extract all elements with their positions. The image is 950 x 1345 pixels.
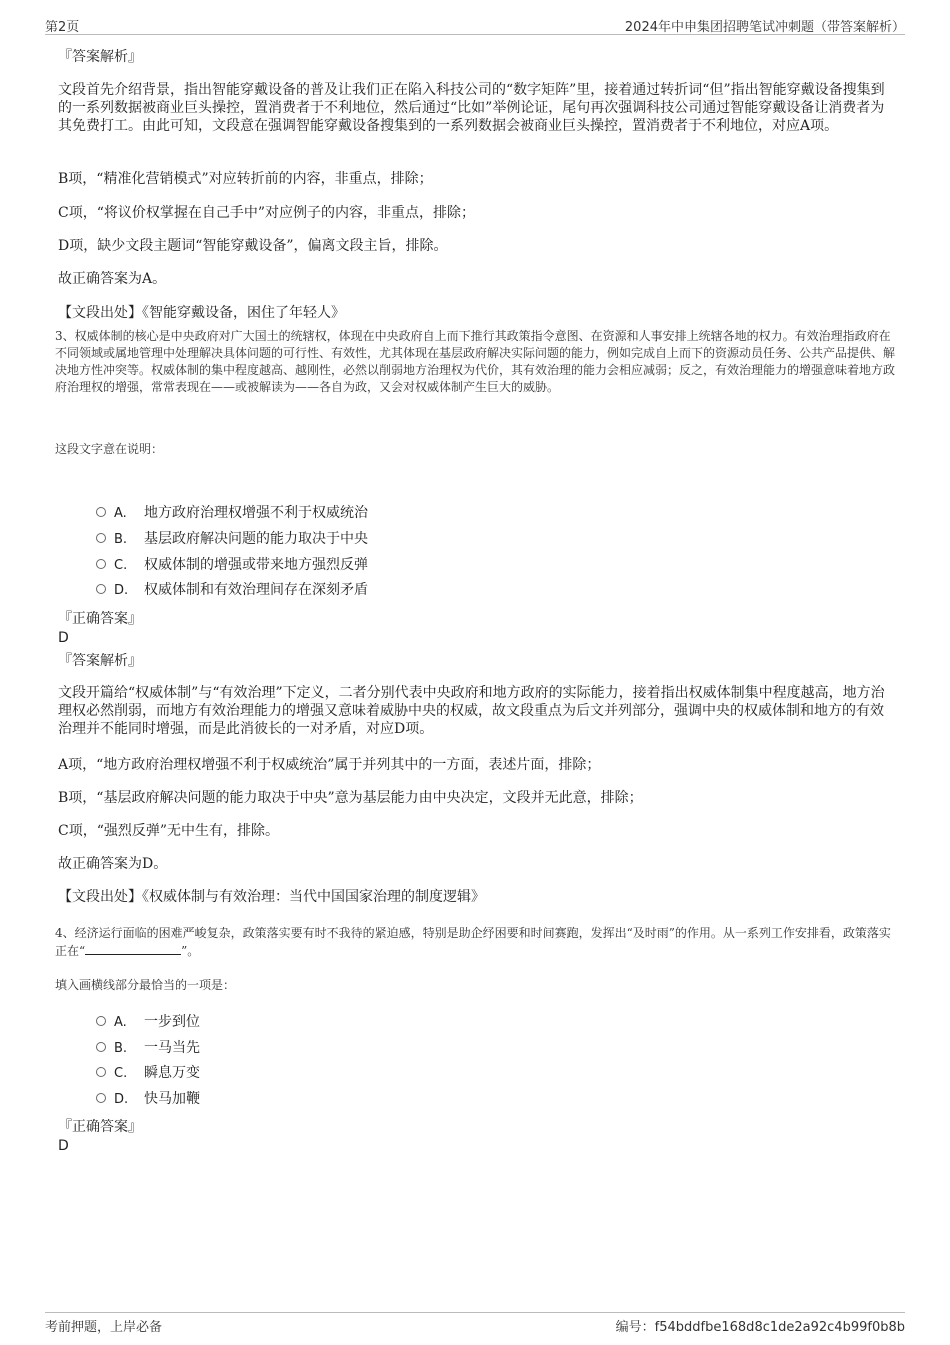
question-3-option-d[interactable]: D. 权威体制和有效治理间存在深刻矛盾 — [96, 580, 368, 600]
footer-slogan: 考前押题，上岸必备 — [45, 1320, 163, 1335]
question-4-prompt: 填入画横线部分最恰当的一项是： — [55, 978, 236, 992]
page-header — [45, 14, 905, 35]
answer-label: 『正确答案』 — [58, 611, 142, 627]
analysis-label: 『答案解析』 — [58, 653, 142, 669]
radio-icon[interactable] — [96, 584, 106, 594]
question-4-option-b[interactable]: B. 一马当先 — [96, 1038, 200, 1058]
radio-icon[interactable] — [96, 1042, 106, 1052]
question-4-option-a[interactable]: A. 一步到位 — [96, 1012, 200, 1032]
analysis-conclusion: 故正确答案为A。 — [58, 271, 167, 287]
radio-icon[interactable] — [96, 1093, 106, 1103]
document-id: 编号：f54bddfbe168d8c1de2a92c4b99f0b8b — [615, 1320, 905, 1335]
analysis-item-b: B项，“精准化营销模式”对应转折前的内容，非重点，排除； — [58, 171, 433, 187]
analysis-item-b: B项，“基层政府解决问题的能力取决于中央”意为基层能力由中央决定，文段并无此意，排除； — [58, 790, 643, 806]
analysis-text: 文段首先介绍背景，指出智能穿戴设备的普及让我们正在陷入科技公司的“数字矩阵”里，接着通过转折词“但”指出智能穿戴设备搜集到的一系列数据被商业巨头操控，置消费者于不利地位，然后通过“比如”举例论证，尾句再次强调科技公司通过智能穿戴设备让消费者为其免费打工。由此可知，文段意在强调智能穿戴设备搜集到的一系列数据会被商业巨头操控，置消费者于不利地位，对应A项。 — [58, 82, 885, 134]
analysis-item-c: C项，“将议价权掌握在自己手中”对应例子的内容，非重点，排除； — [58, 205, 476, 221]
radio-icon[interactable] — [96, 1016, 106, 1026]
page-number: 第2页 — [45, 20, 80, 35]
question-4-option-d[interactable]: D. 快马加鞭 — [96, 1089, 200, 1109]
analysis-item-a: A项，“地方政府治理权增强不利于权威统治”属于并列其中的一方面，表述片面，排除； — [58, 757, 601, 773]
radio-icon[interactable] — [96, 559, 106, 569]
correct-answer: D — [58, 630, 69, 646]
question-3-prompt: 这段文字意在说明： — [55, 442, 164, 456]
radio-icon[interactable] — [96, 507, 106, 517]
analysis-text: 文段开篇给“权威体制”与“有效治理”下定义，二者分别代表中央政府和地方政府的实际能力，接着指出权威体制集中程度越高，地方治理权必然削弱，而地方有效治理能力的增强又意味着威胁中央的权威，故文段重点为后文并列部分，强调中央的权威体制和地方的有效治理并不能同时增强，而是此消彼长的一对矛盾，对应D项。 — [58, 685, 885, 737]
radio-icon[interactable] — [96, 1067, 106, 1077]
fill-blank-line — [85, 942, 181, 955]
passage-source: 【文段出处】《智能穿戴设备，困住了年轻人》 — [58, 305, 345, 321]
passage-source: 【文段出处】《权威体制与有效治理：当代中国国家治理的制度逻辑》 — [58, 889, 485, 905]
analysis-label: 『答案解析』 — [58, 49, 142, 65]
answer-label: 『正确答案』 — [58, 1119, 142, 1135]
analysis-conclusion: 故正确答案为D。 — [58, 856, 168, 872]
radio-icon[interactable] — [96, 533, 106, 543]
correct-answer: D — [58, 1138, 69, 1154]
question-3-option-a[interactable]: A. 地方政府治理权增强不利于权威统治 — [96, 503, 368, 523]
analysis-item-d: D项，缺少文段主题词“智能穿戴设备”，偏离文段主旨，排除。 — [58, 238, 448, 254]
document-title: 2024年中申集团招聘笔试冲刺题（带答案解析） — [624, 20, 905, 35]
analysis-item-c: C项，“强烈反弹”无中生有，排除。 — [58, 823, 280, 839]
question-3-option-c[interactable]: C. 权威体制的增强或带来地方强烈反弹 — [96, 555, 368, 575]
question-4-option-c[interactable]: C. 瞬息万变 — [96, 1063, 200, 1083]
page-footer — [45, 1312, 905, 1335]
question-4-stem: 4、经济运行面临的困难严峻复杂，政策落实要有时不我待的紧迫感，特别是助企纾困要和时间赛跑，发挥出“及时雨”的作用。从一系列工作安排看，政策落实正在“ ”。 — [55, 926, 891, 958]
question-3-stem: 3、权威体制的核心是中央政府对广大国土的统辖权，体现在中央政府自上而下推行其政策指令意图、在资源和人事安排上统辖各地的权力。有效治理指政府在不同领域或属地管理中处理解决具体问题的可行性、有效性，尤其体现在基层政府解决实际问题的能力，例如完成自上而下的资源动员任务、公共产品提供、解决地方性冲突等。权威体制的集中程度越高、越刚性，必然以削弱地方治理权为代价，其有效治理的能力会相应减弱；反之，有效治理能力的增强意味着地方政府治理权的增强，常常表现在——或被解读为——各自为政，又会对权威体制产生巨大的威胁。 — [55, 329, 896, 394]
question-3-option-b[interactable]: B. 基层政府解决问题的能力取决于中央 — [96, 529, 368, 549]
